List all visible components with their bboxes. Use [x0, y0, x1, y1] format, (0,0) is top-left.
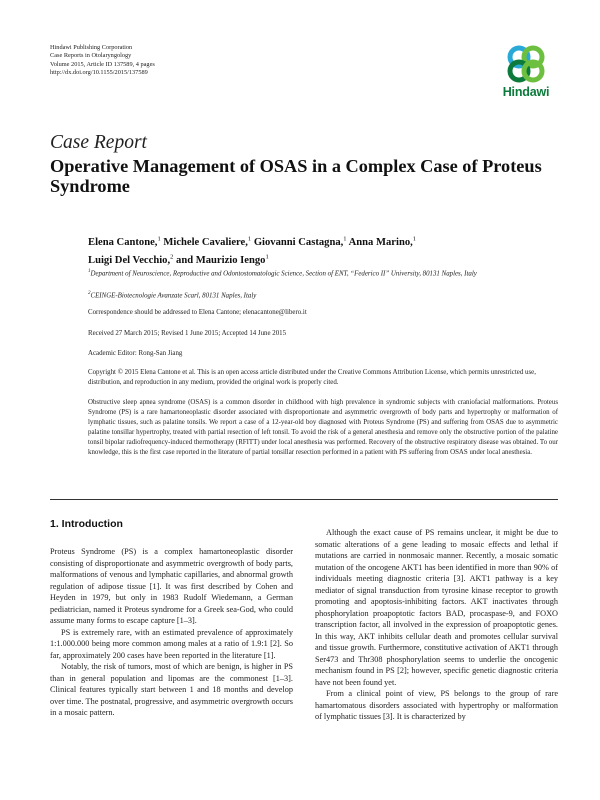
copyright-notice: Copyright © 2015 Elena Cantone et al. This is an open access article distributed under the Creative Commons Attribution License, which permits unrestricted use, distribution, and reproduction in any medium, provided the original work is properly cited.	[88, 369, 536, 387]
paragraph: Proteus Syndrome (PS) is a complex hamartoneoplastic disorder consisting of disproportionate and asymmetric overgrowth of body parts, malformations of venous and lymphatic capillaries, and abnormal growth regulation of adipose tissue [1]. It was first described by Cohen and Heyden in 1979, but only in 1983 Rudolf Wiedemann, a German pediatrician, named it Proteus syndrome for a Greek sea-God, who could assume many forms to escape capture [1–3].	[50, 547, 293, 625]
publisher-line: Hindawi Publishing Corporation	[50, 44, 133, 51]
journal-name: Case Reports in Otolaryngology	[50, 52, 132, 60]
logo-wordmark: Hindawi	[502, 85, 550, 99]
author: Luigi Del Vecchio,$^2$	[88, 253, 174, 266]
section-heading: 1. Introduction	[50, 518, 123, 530]
abstract: Obstructive sleep apnea syndrome (OSAS) is a common disorder in childhood with high prevalence in syndromic subjects with craniofacial malformations. Proteus Syndrome (PS) is a rare hamartoneoplastic disorder associated with disproportionate and asymmetric overgrowth of body parts and hypertrophy or malformation of lymphatic tissues, such as palatine tonsils. We report a case of a 12-year-old boy diagnosed with Proteus Syndrome (PS) and suffering from OSAS due to asymmetric palatine tonsillar hypertrophy, treated with partial resection of left tonsil. To avoid the risk of a general anesthesia and remove only the obstructive portion of the palatine tonsil bipolar radiofrequency-induced thermotherapy (RFITT) under local anesthesia was performed. Recovery of the obstructive respiratory disease was obtained. To our knowledge, this is the first case reported in the literature of partial tonsillar resection performed in a patient with PS suffering from OSAS under local anesthesia.	[88, 399, 558, 457]
author: Giovanni Castagna,$^1$	[253, 235, 347, 248]
body-column-left	[50, 546, 293, 719]
article-type: Case Report	[50, 132, 147, 153]
paragraph: PS is extremely rare, with an estimated prevalence of approximately 1:1.000.000 being more common among males at a ratio of 1.9:1 [2]. So far, approximately 200 cases have been reported in the literature [1].	[50, 627, 293, 660]
hindawi-logo-icon	[504, 42, 548, 86]
author: Elena Cantone,$^1$	[88, 235, 161, 248]
correspondence-line: Correspondence should be addressed to Elena Cantone; elenacantone@libero.it	[88, 309, 307, 316]
paragraph: From a clinical point of view, PS belongs to the group of rare hamartomatous disorders associated with hypertrophy or malformation of lymphatic tissues [3]. It is characterized by	[315, 689, 558, 721]
doi-link[interactable]: http://dx.doi.org/10.1155/2015/137589	[50, 69, 148, 77]
affiliation: $^2$CEINGE-Biotecnologie Avanzate Scarl, 80131 Naples, Italy	[88, 291, 257, 300]
paragraph: Although the exact cause of PS remains unclear, it might be due to somatic alterations of a gene leading to mosaic effects and lethal if mutations are carried in nonmosaic manner. Recently, a mosaic somatic mutation of the oncogene AKT1 has been identified in more than 90% of individuals meeting diagnostic criteria [3]. AKT1 pathway is a key mediator of signal transduction from tyrosine kinase receptor to growth promoting and apoptosis-inhibiting factors. AKT inactivates through phosphorylation proapoptotic factors BAD, procaspase-9, and FOXO transcription factor, all involved in the expression of proapoptotic genes. In this way, AKT inhibits cellular death and promotes cellular survival and tissue growth. Furthermore, constitutive activation of AKT1 through Ser473 and Thr308 phosphorylation seems to underlie the oncogenic mechanism found in PS [2]; however, specific genetic diagnostic criteria have not been found yet.	[315, 528, 558, 687]
volume-line: Volume 2015, Article ID 137589, 4 pages	[50, 60, 155, 68]
section-divider	[50, 499, 558, 500]
author: Michele Cavaliere,$^1$	[163, 235, 252, 248]
paragraph: Notably, the risk of tumors, most of which are benign, is higher in PS than in general population and lipomas are the commonest [1–3]. Clinical features typically start between 1 and 18 months and develop over time. The postnatal, progressive, and asymmetric overgrowth occurs in a mosaic pattern.	[50, 662, 293, 717]
publisher-logo	[496, 42, 556, 112]
academic-editor: Academic Editor: Rong-San Jiang	[88, 350, 183, 357]
journal-header	[50, 44, 350, 78]
affiliation: $^1$Department of Neuroscience, Reproductive and Odontostomatologic Science, Section of ENT, “Federico II” University, 80131 Naples, Italy	[88, 269, 477, 278]
author: Anna Marino,$^1$	[348, 235, 417, 248]
author: and Maurizio Iengo$^1$	[176, 253, 269, 266]
dates-line: Received 27 March 2015; Revised 1 June 2015; Accepted 14 June 2015	[88, 330, 287, 337]
body-column-right	[315, 527, 558, 723]
article-title: Operative Management of OSAS in a Complex Case of Proteus Syndrome	[50, 156, 542, 196]
author-list	[88, 232, 558, 268]
